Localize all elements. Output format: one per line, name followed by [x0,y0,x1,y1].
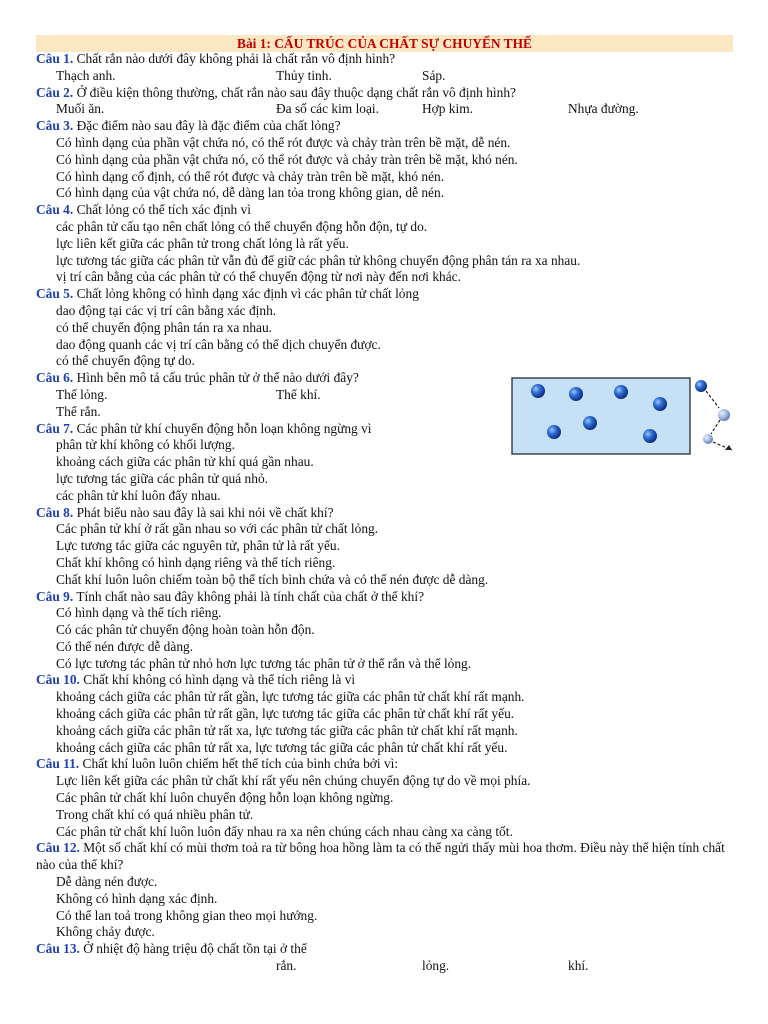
question-10 [36,672,736,689]
option: Trong chất khí có quá nhiều phân tử. [56,806,254,822]
option: Có hình dạng của phần vật chứa nó, có thể rót được và chảy tràn trên bề mặt, dễ nén. [56,134,511,150]
option: Có thể nén được dễ dàng. [56,638,194,654]
option: khoảng cách giữa các phân tử khí quá gần nhau. [56,454,314,470]
option: lỏng. [422,958,450,974]
question-label: Câu 2. [36,84,74,100]
question-text: Chất rắn nào dưới đây không phải là chất rắn vô định hình? [76,51,396,66]
option: Có hình dạng của phần vật chứa nó, có thể rót được và chảy tràn trên bề mặt, khó nén. [56,151,518,167]
option: Nhựa đường. [568,101,639,117]
option: Có hình dạng cố định, có thể rót được và chảy tràn trên bề mặt, khó nén. [56,168,445,184]
molecule [643,429,657,443]
options-row [36,958,736,975]
option: có thể chuyển động tự do. [56,353,195,369]
option: khoảng cách giữa các phân tử rất xa, lực tương tác giữa các phân tử chất khí rất yếu. [56,739,508,755]
option: các phân tử cấu tạo nên chất lỏng có thể chuyển động hỗn độn, tự do. [56,218,428,234]
option: Có lực tương tác phân tử nhỏ hơn lực tương tác phân tử ở thể rắn và thể lỏng. [56,655,472,671]
molecule [614,385,628,399]
question-list [36,51,736,975]
option: Có các phân tử chuyển động hoàn toàn hỗn độn. [56,622,315,638]
question-text: Đặc điểm nào sau đây là đặc điểm của chất lỏng? [76,118,341,134]
question-13 [36,941,736,958]
question-text: Ở nhiệt độ hàng triệu độ chất tồn tại ở thể [83,941,307,957]
option: các phân tử khí luôn đẩy nhau. [56,487,221,503]
molecule [583,416,597,430]
trajectory-line [706,391,719,408]
question-3 [36,118,736,135]
question-label: Câu 7. [36,420,74,436]
escaping-molecule [703,434,713,444]
question-1 [36,51,736,68]
option: khoảng cách giữa các phân tử rất gần, lực tương tác giữa các phân tử chất khí rất mạnh. [56,689,525,705]
option: Lực tương tác giữa các nguyên tử, phân tử là rất yếu. [56,538,340,554]
trajectory-line [711,420,720,434]
option: lực liên kết giữa các phân tử trong chất lỏng là rất yếu. [56,235,349,251]
question-text: Ở điều kiện thông thường, chất rắn nào sau đây thuộc dạng chất rắn vô định hình? [76,84,516,100]
option: Thạch anh. [56,67,116,83]
option: khoảng cách giữa các phân tử rất gần, lực tương tác giữa các phân tử chất khí rất yếu. [56,706,515,722]
question-text: Tính chất nào sau đây không phải là tính chất của chất ở thể khí? [76,588,425,604]
question-text: Chất khí luôn luôn chiếm hết thể tích của bình chứa bởi vì: [82,756,399,772]
question-text: Chất lỏng có thể tích xác định vì [76,202,251,218]
question-label: Câu 3. [36,118,74,134]
option: lực tương tác giữa các phân tử vẫn đủ để giữ các phân tử không chuyển động phân tán ra xa nhau. [56,252,581,268]
question-label: Câu 10. [36,672,80,688]
molecule [653,397,667,411]
question-9 [36,589,736,606]
question-11 [36,756,736,773]
molecule [531,384,545,398]
option: khí. [568,958,589,974]
option: Chất khí luôn luôn chiếm toàn bộ thể tích bình chứa và có thể nén được dễ dàng. [56,571,489,587]
option: Có hình dạng và thể tích riêng. [56,605,222,621]
option: Các phân tử chất khí luôn luôn đẩy nhau ra xa nên chúng cách nhau càng xa càng tốt. [56,823,513,839]
question-text: Hình bên mô tả cấu trúc phân tử ở thể nào dưới đây? [76,370,359,386]
question-label: Câu 6. [36,370,74,386]
option: Hợp kim. [422,101,473,117]
molecule [569,387,583,401]
option: có thể chuyển động phân tán ra xa nhau. [56,319,273,335]
question-label: Câu 12. [36,840,80,856]
option: dao động quanh các vị trí cân bằng có thể dịch chuyển được. [56,336,381,352]
option: Có thể lan toả trong không gian theo mọi hướng. [56,907,318,923]
option: Có hình dạng của vật chứa nó, dễ dàng lan tỏa trong không gian, dễ nén. [56,185,445,201]
option: phân tử khí không có khối lượng. [56,437,235,453]
question-label: Câu 13. [36,941,80,957]
question-label: Câu 9. [36,588,74,604]
option: Lực liên kết giữa các phân tử chất khí rất yếu nên chúng chuyển động tự do về mọi phía. [56,773,531,789]
option: Muối ăn. [56,101,105,117]
question-text: Chất khí không có hình dạng và thể tích riêng là vì [83,672,356,688]
question-label: Câu 5. [36,286,74,302]
option: Không chảy được. [56,924,155,940]
option: Thể rắn. [56,403,101,419]
question-text: Các phân tử khí chuyển động hỗn loạn không ngừng vì [76,420,372,436]
question-text: Một số chất khí có mùi thơm toả ra từ bông hoa hồng làm ta có thể ngửi thấy mùi hoa thơm. Điều này thể hiện tính chất nào của thể khí? [36,840,725,873]
question-label: Câu 4. [36,202,74,218]
lesson-title: Bài 1: CẤU TRÚC CỦA CHẤT SỰ CHUYỂN THỂ [36,35,733,52]
option: rắn. [276,958,297,974]
escaping-molecule [718,409,730,421]
option: Sáp. [422,67,446,83]
question-2 [36,85,736,102]
question-text: Chất lỏng không có hình dạng xác định vì các phân tử chất lỏng [76,286,419,302]
option: Thể lỏng. [56,386,108,402]
options-row [36,68,736,85]
question-5 [36,286,736,303]
option: Chất khí không có hình dạng riêng và thể tích riêng. [56,554,336,570]
option: vị trí cân bằng của các phân tử có thể chuyển động từ nơi này đến nơi khác. [56,269,461,285]
option: Thủy tinh. [276,67,332,83]
option: Không có hình dạng xác định. [56,890,218,906]
option: Dễ dàng nén được. [56,874,158,890]
option: khoảng cách giữa các phân tử rất xa, lực tương tác giữa các phân tử chất khí rất mạnh. [56,722,518,738]
option: Thể khí. [276,386,321,402]
molecule [547,425,561,439]
question-12 [36,840,736,874]
option: dao động tại các vị trí cân bằng xác định. [56,302,277,318]
question-label: Câu 8. [36,504,74,520]
arrow-head-icon [725,445,732,450]
molecule-diagram [508,374,766,460]
question-label: Câu 1. [36,51,74,66]
question-8 [36,505,736,522]
option: lực tương tác giữa các phân tử quá nhỏ. [56,470,268,486]
option: Các phân tử chất khí luôn chuyển động hỗn loạn không ngừng. [56,790,394,806]
question-text: Phát biểu nào sau đây là sai khi nói về chất khí? [76,504,334,520]
question-4 [36,202,736,219]
option: Các phân tử khí ở rất gần nhau so với các phân tử chất lỏng. [56,521,379,537]
escaping-molecule [695,380,707,392]
options-row [36,101,736,118]
question-label: Câu 11. [36,756,80,772]
option: Đa số các kim loại. [276,101,379,117]
